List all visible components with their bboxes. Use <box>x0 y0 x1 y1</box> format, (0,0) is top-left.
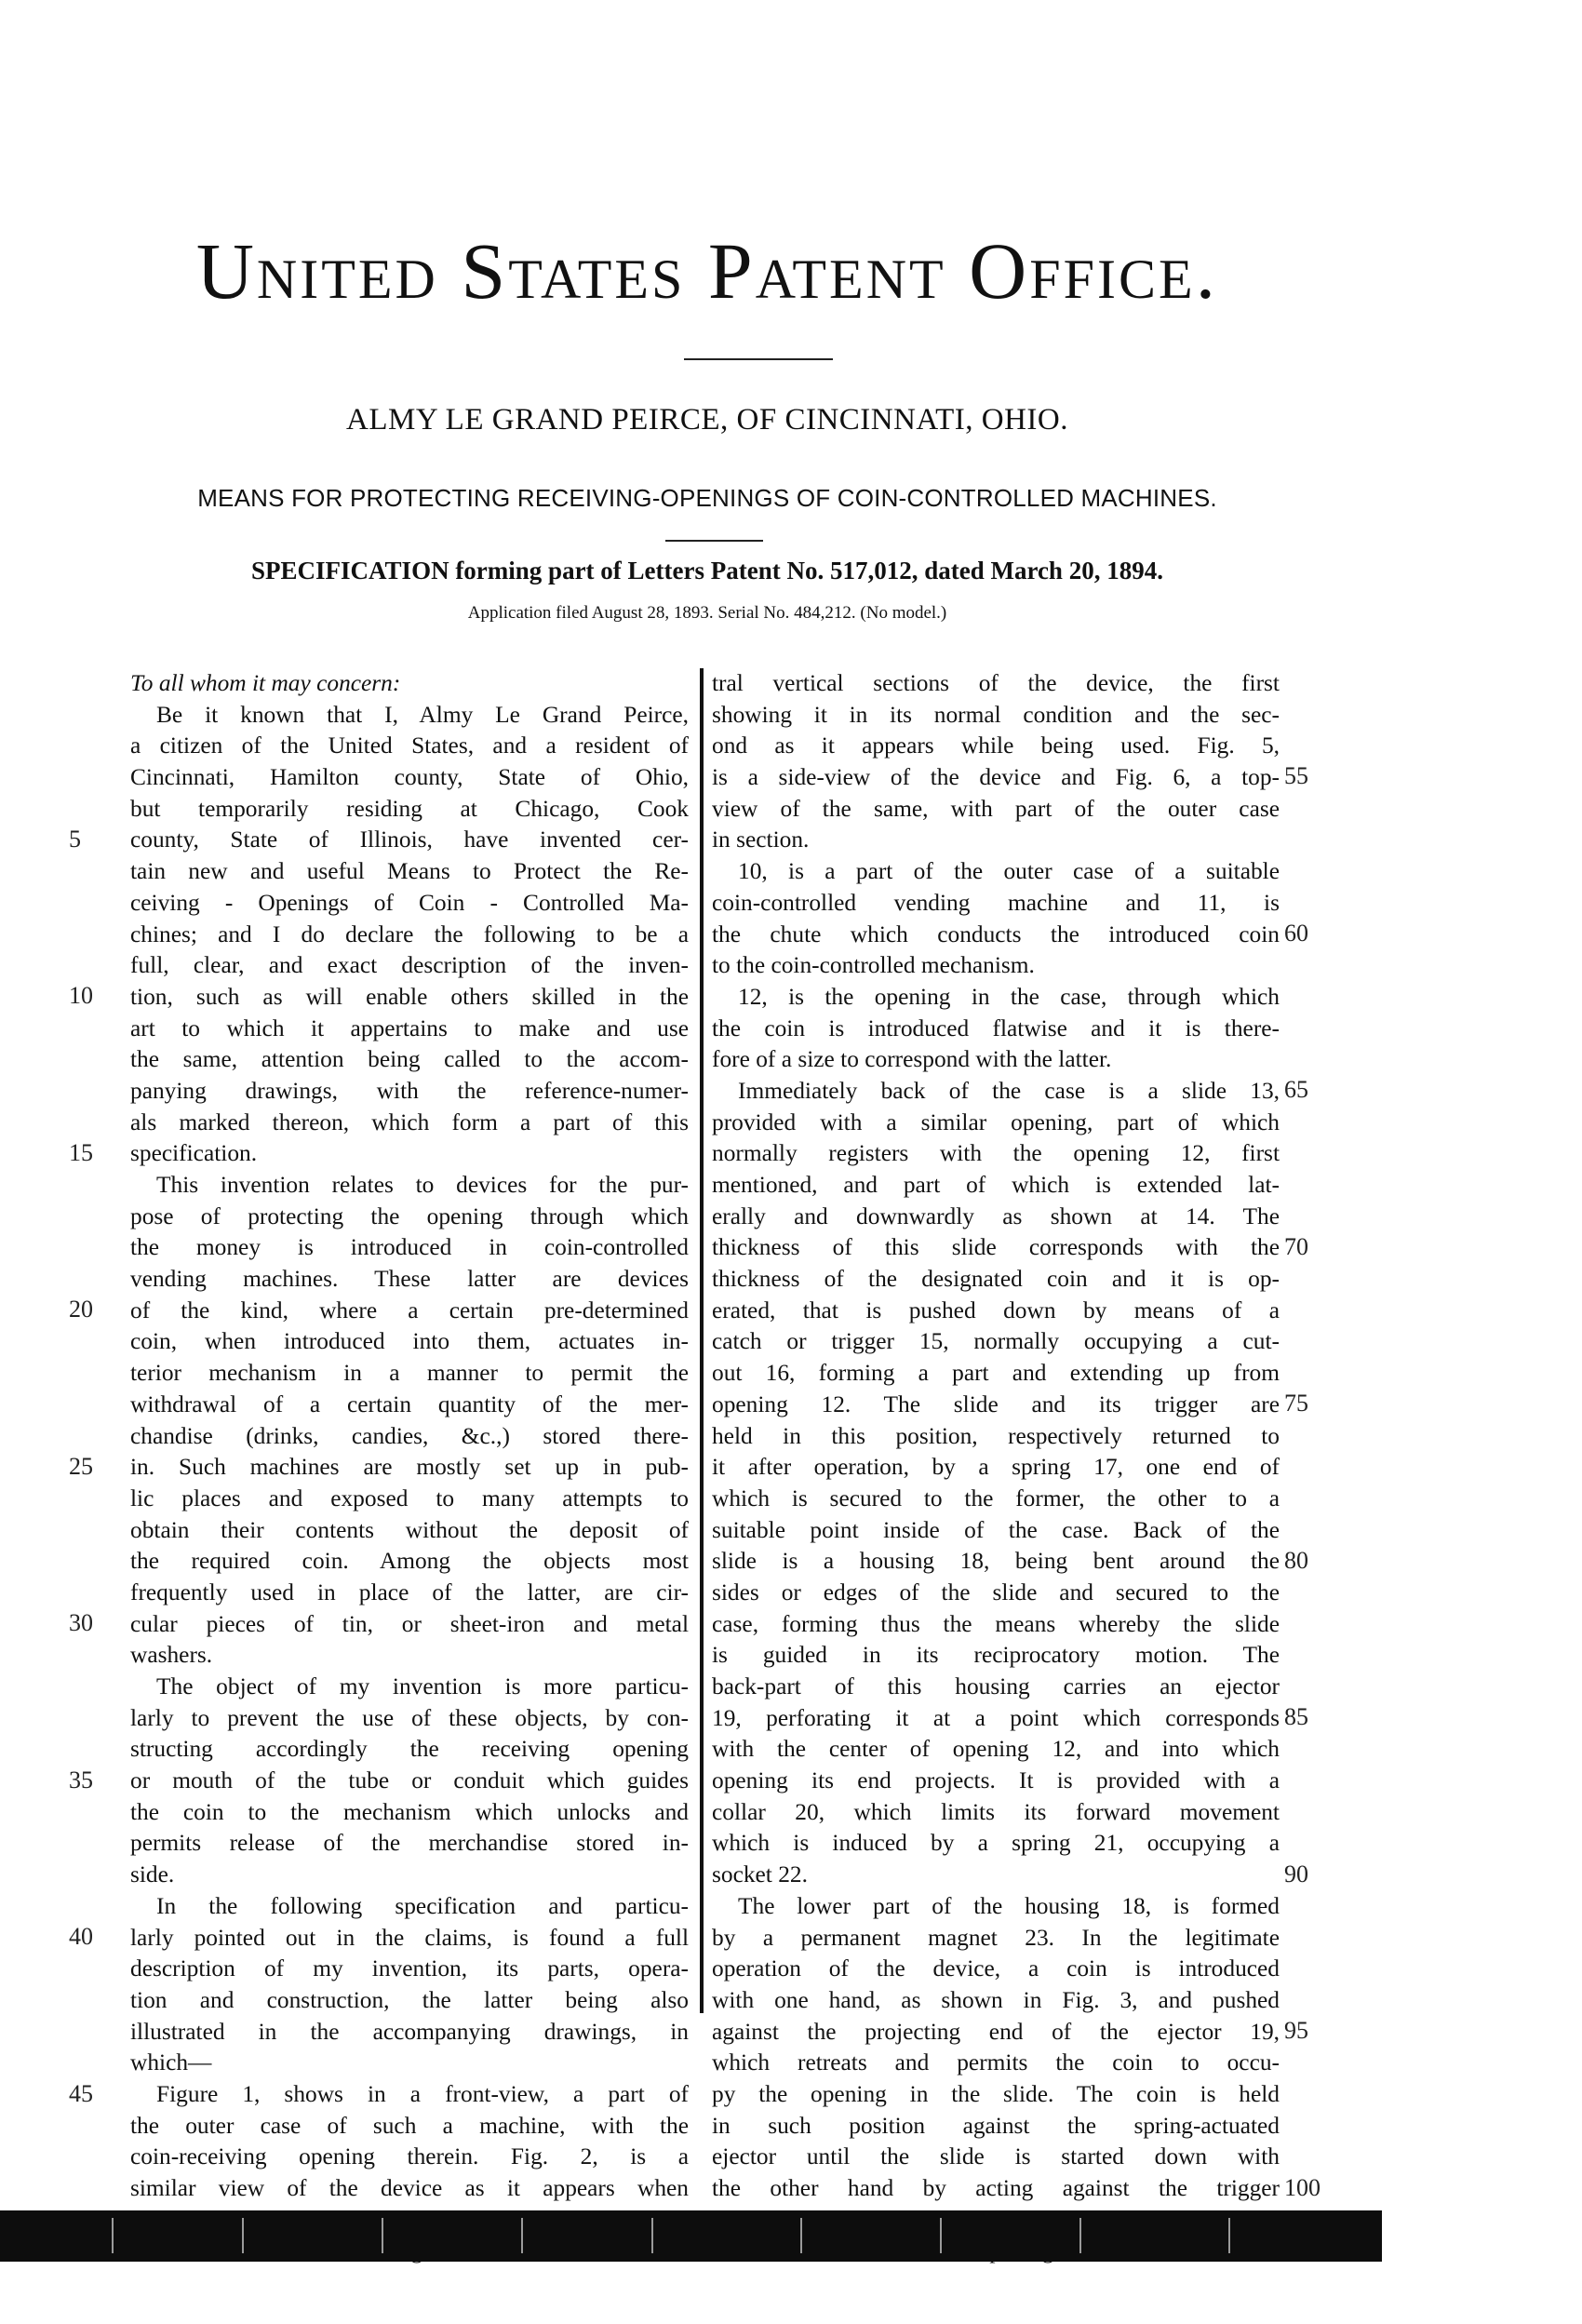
text-line: specification. <box>130 1140 258 1167</box>
text-line: 10, is a part of the outer case of a suitable <box>738 858 1280 885</box>
text-line: it after operation, by a spring 17, one end of <box>712 1454 1280 1481</box>
text-line: suitable point inside of the case. Back of the <box>712 1516 1280 1543</box>
text-line: 19, perforating it at a point which corresponds <box>712 1704 1280 1731</box>
line-number: 85 <box>1284 1703 1308 1731</box>
text-line: or mouth of the tube or conduit which guides <box>130 1767 689 1794</box>
text-line: the required coin. Among the objects most <box>130 1548 689 1575</box>
text-line: tain new and useful Means to Protect the Re- <box>130 858 689 885</box>
text-line: larly pointed out in the claims, is found a full <box>130 1924 689 1951</box>
text-line: the same, attention being called to the accom- <box>130 1046 689 1073</box>
text-line: tion and construction, the latter being also <box>130 1986 689 2013</box>
column-divider <box>700 668 704 2013</box>
text-line: chines; and I do declare the following to be a <box>130 920 689 947</box>
text-line: collar 20, which limits its forward movement <box>712 1798 1280 1825</box>
text-line: the money is introduced in coin-controlled <box>130 1234 689 1261</box>
text-line: with one hand, as shown in Fig. 3, and pushed <box>712 1986 1280 2013</box>
office-title: United States Patent Office. <box>195 226 1219 316</box>
text-line: out 16, forming a part and extending up from <box>712 1360 1280 1387</box>
text-line: which is induced by a spring 21, occupying a <box>712 1830 1280 1857</box>
text-line: coin-receiving opening therein. Fig. 2, is a <box>130 2143 689 2170</box>
text-line: Cincinnati, Hamilton county, State of Ohio, <box>130 764 689 791</box>
line-number: 40 <box>69 1923 93 1950</box>
line-number: 100 <box>1284 2173 1321 2201</box>
text-line: back-part of this housing carries an ejector <box>712 1673 1280 1699</box>
text-line: erated, that is pushed down by means of a <box>712 1296 1280 1323</box>
text-line: is guided in its reciprocatory motion. The <box>712 1642 1280 1669</box>
scan-edge-band <box>0 2210 1382 2262</box>
text-line: als marked thereon, which form a part of this <box>130 1108 689 1135</box>
text-line: The lower part of the housing 18, is formed <box>738 1892 1280 1919</box>
text-line: in section. <box>712 826 810 853</box>
text-line: coin, when introduced into them, actuates in- <box>130 1328 689 1355</box>
line-number: 15 <box>69 1138 93 1166</box>
text-line: operation of the device, a coin is introduced <box>712 1955 1280 1982</box>
line-number: 60 <box>1284 919 1308 947</box>
application-line: Application filed August 28, 1893. Serial No. 484,212. (No model.) <box>467 603 947 623</box>
text-line: ejector until the slide is started down with <box>712 2143 1280 2170</box>
text-line: The object of my invention is more particu- <box>156 1673 689 1699</box>
text-line: but temporarily residing at Chicago, Cook <box>130 795 689 822</box>
specification-line: SPECIFICATION forming part of Letters Patent No. 517,012, dated March 20, 1894. <box>251 557 1163 584</box>
line-number: 65 <box>1284 1076 1308 1104</box>
text-line: which is secured to the former, the other to a <box>712 1484 1280 1511</box>
text-line: showing it in its normal condition and the sec- <box>712 701 1280 728</box>
text-line: py the opening in the slide. The coin is held <box>712 2080 1280 2107</box>
text-line: obtain their contents without the deposit of <box>130 1516 689 1543</box>
text-line: to the coin-controlled mechanism. <box>712 952 1035 979</box>
title-rule <box>665 540 763 542</box>
text-line: withdrawal of a certain quantity of the mer- <box>130 1390 689 1417</box>
text-line: of the kind, where a certain pre-determined <box>130 1296 689 1323</box>
text-line: cular pieces of tin, or sheet-iron and metal <box>130 1610 689 1637</box>
text-line: ond as it appears while being used. Fig. 5, <box>712 732 1280 759</box>
text-line: washers. <box>130 1642 213 1669</box>
line-number: 80 <box>1284 1546 1308 1574</box>
inventor-line: ALMY LE GRAND PEIRCE, OF CINCINNATI, OHIO. <box>345 403 1068 437</box>
text-line: slide is a housing 18, being bent around the <box>712 1548 1280 1575</box>
invention-title: MEANS FOR PROTECTING RECEIVING-OPENINGS OF COIN-CONTROLLED MACHINES. <box>197 484 1217 512</box>
text-line: a citizen of the United States, and a resident of <box>130 732 689 759</box>
text-line: 12, is the opening in the case, through which <box>738 983 1280 1010</box>
text-line: normally registers with the opening 12, first <box>712 1140 1280 1167</box>
text-line: coin-controlled vending machine and 11, is <box>712 889 1280 916</box>
text-line: frequently used in place of the latter, are cir- <box>130 1578 689 1605</box>
text-line: Be it known that I, Almy Le Grand Peirce, <box>156 701 689 728</box>
text-line: In the following specification and particu- <box>156 1892 689 1919</box>
text-line: erally and downwardly as shown at 14. The <box>712 1202 1280 1229</box>
text-line: in. Such machines are mostly set up in pub- <box>130 1454 689 1481</box>
text-line: opening its end projects. It is provided with a <box>712 1767 1280 1794</box>
text-line: chandise (drinks, candies, &c.,) stored there- <box>130 1422 689 1449</box>
text-line: pose of protecting the opening through which <box>130 1202 689 1229</box>
text-line: ceiving - Openings of Coin - Controlled Ma- <box>130 889 689 916</box>
text-line: provided with a similar opening, part of which <box>712 1108 1280 1135</box>
text-line: the coin is introduced flatwise and it is there- <box>712 1014 1280 1041</box>
text-line: county, State of Illinois, have invented cer- <box>130 826 689 853</box>
line-number: 30 <box>69 1609 93 1636</box>
text-line: permits release of the merchandise stored in- <box>130 1830 689 1857</box>
line-number: 35 <box>69 1766 93 1793</box>
text-line: held in this position, respectively returned to <box>712 1422 1280 1449</box>
text-line: against the projecting end of the ejector 19, <box>712 2018 1280 2045</box>
text-line: the chute which conducts the introduced coin <box>712 920 1280 947</box>
text-line: tral vertical sections of the device, the first <box>712 670 1280 696</box>
right-text-column <box>712 668 1280 2267</box>
text-line: description of my invention, its parts, opera- <box>130 1955 689 1982</box>
text-line: the other hand by acting against the trigger <box>712 2175 1280 2201</box>
line-number: 75 <box>1284 1390 1308 1417</box>
text-line: in such position against the spring-actuated <box>712 2112 1280 2139</box>
text-line: which— <box>130 2049 212 2076</box>
text-line: view of the same, with part of the outer case <box>712 795 1280 822</box>
line-number: 45 <box>69 2079 93 2107</box>
text-line: illustrated in the accompanying drawings, in <box>130 2018 689 2045</box>
line-number: 55 <box>1284 762 1308 790</box>
text-line: Immediately back of the case is a slide 13, <box>738 1077 1280 1104</box>
line-number: 5 <box>69 825 81 853</box>
text-line: This invention relates to devices for the pur- <box>156 1172 689 1198</box>
header-rule <box>684 358 833 360</box>
text-line: Figure 1, shows in a front-view, a part of <box>156 2080 689 2107</box>
line-number: 90 <box>1284 1860 1308 1887</box>
line-number: 95 <box>1284 2017 1308 2045</box>
text-line: similar view of the device as it appears when <box>130 2175 689 2201</box>
text-line: the outer case of such a machine, with the <box>130 2112 689 2139</box>
line-number: 70 <box>1284 1232 1308 1260</box>
text-line: case, forming thus the means whereby the slide <box>712 1610 1280 1637</box>
text-line: catch or trigger 15, normally occupying a cut- <box>712 1328 1280 1355</box>
text-line: tion, such as will enable others skilled in the <box>130 983 689 1010</box>
text-line: terior mechanism in a manner to permit the <box>130 1360 689 1387</box>
line-number: 10 <box>69 982 93 1009</box>
text-line: larly to prevent the use of these objects, by con- <box>130 1704 689 1731</box>
text-line: opening 12. The slide and its trigger are <box>712 1390 1280 1417</box>
line-number: 20 <box>69 1296 93 1323</box>
left-text-column <box>130 668 689 2267</box>
text-line: art to which it appertains to make and use <box>130 1014 689 1041</box>
text-line: To all whom it may concern: <box>130 670 401 696</box>
text-line: thickness of this slide corresponds with the <box>712 1234 1280 1261</box>
text-line: side. <box>130 1861 175 1888</box>
text-line: sides or edges of the slide and secured to the <box>712 1578 1280 1605</box>
text-line: by a permanent magnet 23. In the legitimate <box>712 1924 1280 1951</box>
text-line: socket 22. <box>712 1861 808 1888</box>
text-line: vending machines. These latter are devices <box>130 1266 689 1293</box>
text-line: panying drawings, with the reference-numer- <box>130 1077 689 1104</box>
text-line: mentioned, and part of which is extended lat- <box>712 1172 1280 1198</box>
text-line: thickness of the designated coin and it is op- <box>712 1266 1280 1293</box>
text-line: structing accordingly the receiving opening <box>130 1736 689 1763</box>
text-line: full, clear, and exact description of the inven- <box>130 952 689 979</box>
text-line: which retreats and permits the coin to occu- <box>712 2049 1280 2076</box>
text-line: is a side-view of the device and Fig. 6, a top- <box>712 764 1280 791</box>
text-line: with the center of opening 12, and into which <box>712 1736 1280 1763</box>
text-line: lic places and exposed to many attempts to <box>130 1484 689 1511</box>
text-line: the coin to the mechanism which unlocks and <box>130 1798 689 1825</box>
text-line: fore of a size to correspond with the latter. <box>712 1046 1112 1073</box>
line-number: 25 <box>69 1452 93 1480</box>
